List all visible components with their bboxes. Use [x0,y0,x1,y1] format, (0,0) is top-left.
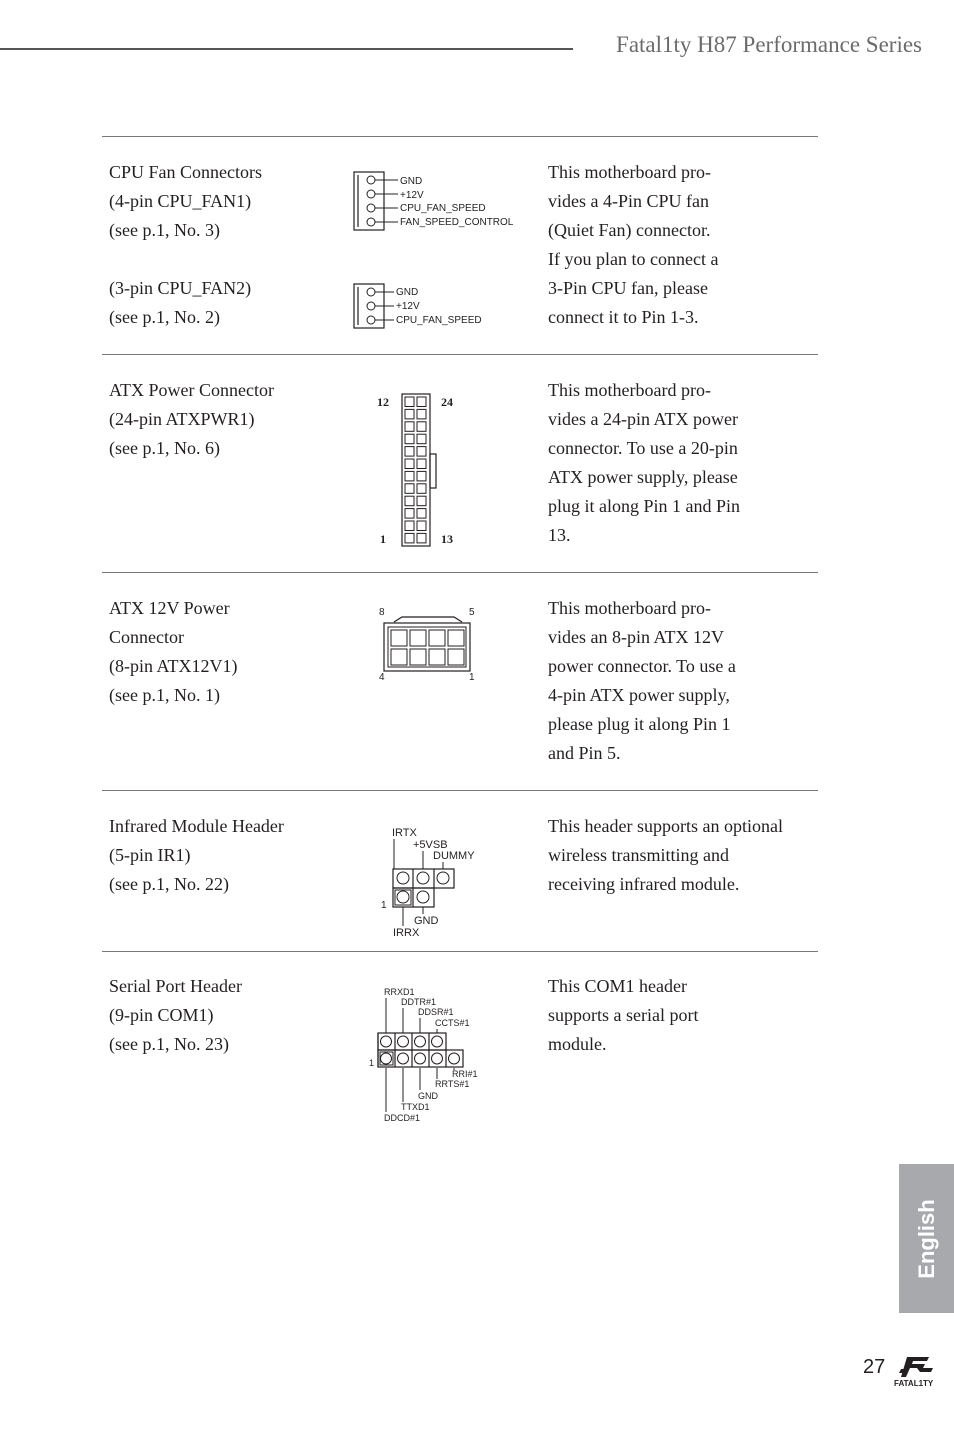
pin-cell [405,484,414,494]
text-line: (24-pin ATXPWR1) [109,409,255,429]
infrared-description-right [548,812,816,899]
row-divider [102,951,818,952]
cpu-fan-diagram [350,168,530,332]
row-divider [102,790,818,791]
text-line: module. [548,1034,607,1054]
pin-cell [410,630,426,646]
pin-cell [391,649,407,665]
pin-label: IRTX [392,827,417,839]
pin-circle [415,1053,426,1064]
pin-number: 1 [469,672,475,683]
pin-cell [417,434,426,444]
pin-number: 5 [469,607,475,618]
pin-cell [391,630,407,646]
text-line: (see p.1, No. 1) [109,685,220,705]
pin-label: CCTS#1 [435,1018,470,1028]
pin-cell [417,521,426,531]
pin-cell [429,630,445,646]
pin-label: DDTR#1 [401,997,437,1007]
row-divider [102,354,818,355]
text-line: receiving infrared module. [548,874,740,894]
text-line: connect it to Pin 1-3. [548,307,699,327]
pin-cell [405,409,414,419]
pin-cell [405,434,414,444]
atx8-pin-grid [391,630,464,665]
text-line: (5-pin IR1) [109,845,191,865]
atx-power-description-right [548,376,816,550]
text-line: If you plan to connect a [548,249,719,269]
logo-text: FATAL1TY [894,1379,934,1388]
pin-cell [417,484,426,494]
pin-number: 8 [379,607,385,618]
pin-cell [405,471,414,481]
pin-cell [417,409,426,419]
page-number: 27 [863,1356,886,1378]
pin-number: 1 [369,1058,375,1068]
header-rule [0,48,573,50]
pin-cell [417,509,426,518]
cpu-fan-description-right [548,158,816,332]
pin-circle [381,1036,392,1047]
text-line: supports a serial port [548,1005,699,1025]
text-line: (see p.1, No. 22) [109,874,229,894]
pin-number: 12 [377,395,389,409]
text-line: This COM1 header [548,976,687,996]
pin-circle [415,1036,426,1047]
atx-power-description-left [109,376,274,463]
page-header-title: Fatal1ty H87 Performance Series [616,32,922,57]
text-line: ATX 12V Power [109,598,230,618]
pin-circle [398,1036,409,1047]
text-line: ATX Power Connector [109,380,274,400]
pin-label: +5VSB [413,839,448,851]
text-line: vides a 24-pin ATX power [548,409,738,429]
atx12v-diagram [374,603,484,685]
text-line: (see p.1, No. 23) [109,1034,229,1054]
pin-cell [405,533,414,543]
atx24-pin-grid [405,397,426,543]
text-line: (see p.1, No. 2) [109,307,220,327]
pin-cell [417,496,426,506]
text-line: 4-pin ATX power supply, [548,685,730,705]
pin-circle [381,1053,392,1064]
pin-circle [432,1053,443,1064]
serial-port-description-left [109,972,242,1059]
pin-cell [448,649,464,665]
serial-port-diagram [364,984,494,1126]
text-line [109,245,262,274]
text-line: This motherboard pro- [548,162,711,182]
atx12v-description-left [109,594,238,710]
row-divider [102,136,818,137]
pin-cell [417,471,426,481]
pin-circle [432,1036,443,1047]
pin-cell [405,509,414,518]
pin-label: GND [396,287,419,298]
text-line: plug it along Pin 1 and Pin [548,496,741,516]
pin-cell [417,397,426,407]
pin-number: 13 [441,532,453,546]
pin-label: RRXD1 [384,987,415,997]
pin-label: RRTS#1 [435,1079,470,1089]
pin-label: DUMMY [433,850,475,862]
pin-label: IRRX [393,927,420,939]
pin-cell [410,649,426,665]
text-line: This motherboard pro- [548,598,711,618]
text-line: This motherboard pro- [548,380,711,400]
pin-cell [417,459,426,469]
infrared-diagram [376,824,486,940]
pin-label: CPU_FAN_SPEED [396,315,482,326]
text-line: vides an 8-pin ATX 12V [548,627,724,647]
text-line: CPU Fan Connectors [109,162,262,182]
text-line: please plug it along Pin 1 [548,714,731,734]
pin-cell [429,649,445,665]
text-line: connector. To use a 20-pin [548,438,738,458]
serial-port-description-right [548,972,816,1059]
pin-label: GND [400,176,423,187]
pin-label: GND [418,1091,438,1101]
text-line: (9-pin COM1) [109,1005,214,1025]
text-line: wireless transmitting and [548,845,729,865]
text-line: Serial Port Header [109,976,242,996]
text-line: Infrared Module Header [109,816,284,836]
pin-label: RRI#1 [452,1069,478,1079]
atx-power-diagram [370,390,470,552]
text-line: This header supports an optional [548,816,783,836]
pin-cell [405,521,414,531]
pin-cell [417,533,426,543]
pin-cell [405,447,414,457]
pin-cell [405,496,414,506]
text-line: power connector. To use a [548,656,736,676]
fatal1ty-logo [893,1355,943,1389]
pin-number: 1 [380,532,386,546]
text-line: (4-pin CPU_FAN1) [109,191,252,211]
pin-label: DDSR#1 [418,1007,454,1017]
pin-label: FAN_SPEED_CONTROL [400,217,514,228]
text-line: ATX power supply, please [548,467,738,487]
pin-label: TTXD1 [401,1102,430,1112]
pin-cell [448,630,464,646]
cpu-fan1-connector [354,172,514,230]
pin-label: +12V [400,190,424,201]
pin-circle [398,1053,409,1064]
infrared-description-left [109,812,284,899]
text-line: (3-pin CPU_FAN2) [109,278,252,298]
pin-cell [417,422,426,432]
text-line: vides a 4-Pin CPU fan [548,191,709,211]
text-line: and Pin 5. [548,743,621,763]
text-line: (see p.1, No. 6) [109,438,220,458]
pin-label: CPU_FAN_SPEED [400,203,486,214]
language-side-tab [899,1164,954,1313]
pin-number: 4 [379,672,385,683]
side-tab-label: English [913,1198,939,1279]
text-line: (Quiet Fan) connector. [548,220,711,240]
text-line: Connector [109,627,184,647]
pin-number: 1 [381,900,387,911]
pin-cell [405,422,414,432]
pin-circle [449,1053,460,1064]
text-line: 3-Pin CPU fan, please [548,278,708,298]
pin-label: GND [414,915,439,927]
row-divider [102,572,818,573]
pin-cell [417,447,426,457]
cpu-fan-description-left [109,158,262,332]
atx12v-description-right [548,594,816,768]
pin-cell [405,397,414,407]
pin-cell [405,459,414,469]
pin-label: DDCD#1 [384,1113,421,1123]
pin-label: +12V [396,301,420,312]
pin-number: 24 [441,395,453,409]
text-line: (8-pin ATX12V1) [109,656,238,676]
cpu-fan2-connector [354,284,482,328]
text-line: (see p.1, No. 3) [109,220,220,240]
text-line: 13. [548,525,571,545]
